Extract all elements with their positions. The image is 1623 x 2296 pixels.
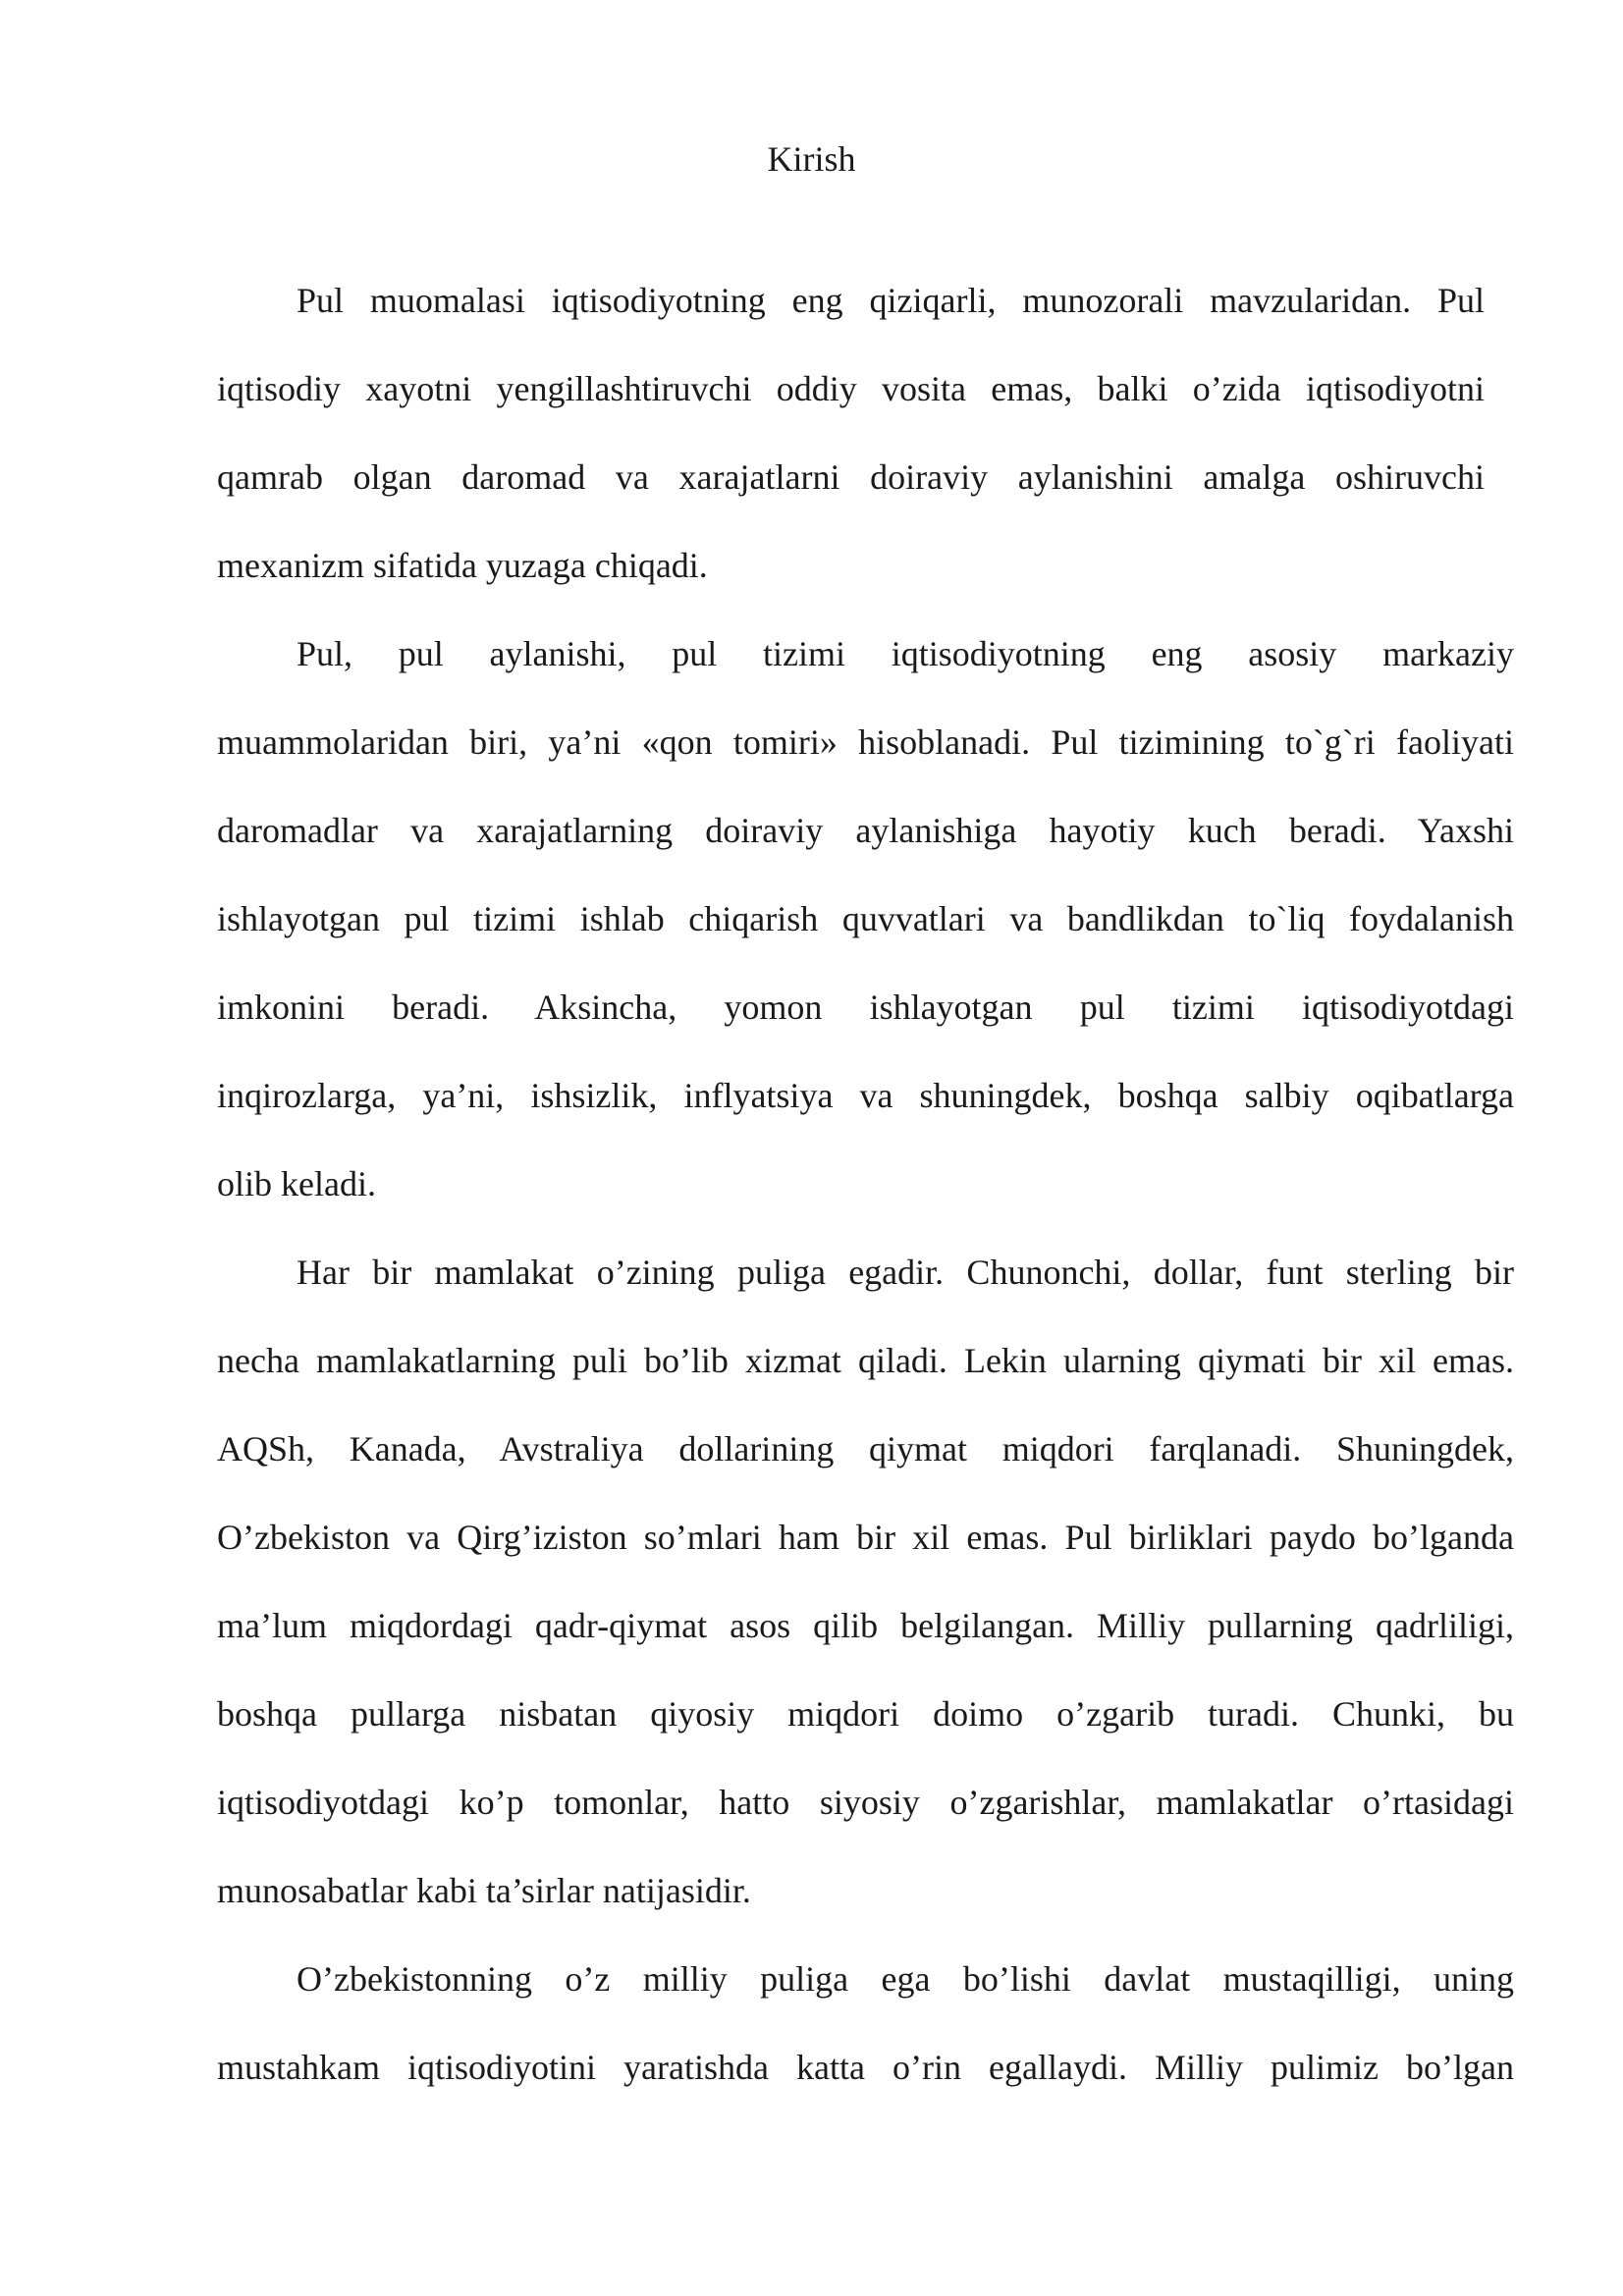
text-line: necha mamlakatlarning puli bo’lib xizmat qiladi. Lekin ularning qiymati bir xil emas. — [217, 1341, 1514, 1380]
text-line: olib keladi. — [217, 1164, 376, 1203]
text-line: qamrab olgan daromad va xarajatlarni doiraviy aylanishini amalga oshiruvchi — [217, 457, 1485, 497]
text-line: inqirozlarga, ya’ni, ishsizlik, inflyatsiya va shuningdek, boshqa salbiy oqibatlarga — [217, 1076, 1514, 1115]
text-line: Har bir mamlakat o’zining puliga egadir. Chunonchi, dollar, funt sterling bir — [297, 1253, 1514, 1292]
text-line: O’zbekiston va Qirg’iziston so’mlari ham bir xil emas. Pul birliklari paydo bo’lganda — [217, 1518, 1514, 1557]
text-line: Pul muomalasi iqtisodiyotning eng qiziqarli, munozorali mavzularidan. Pul — [297, 281, 1485, 320]
text-line: daromadlar va xarajatlarning doiraviy aylanishiga hayotiy kuch beradi. Yaxshi — [217, 811, 1514, 850]
text-line: Pul, pul aylanishi, pul tizimi iqtisodiyotning eng asosiy markaziy — [297, 634, 1514, 673]
text-line: imkonini beradi. Aksincha, yomon ishlayotgan pul tizimi iqtisodiyotdagi — [217, 988, 1514, 1027]
text-line: mustahkam iqtisodiyotini yaratishda katta o’rin egallaydi. Milliy pulimiz bo’lgan — [217, 2048, 1514, 2087]
text-line: munosabatlar kabi ta’sirlar natijasidir. — [217, 1871, 751, 1910]
text-line: boshqa pullarga nisbatan qiyosiy miqdori doimo o’zgarib turadi. Chunki, bu — [217, 1694, 1514, 1734]
text-line: mexanizm sifatida yuzaga chiqadi. — [217, 546, 708, 585]
text-line: iqtisodiy xayotni yengillashtiruvchi oddiy vosita emas, balki o’zida iqtisodiyotni — [217, 369, 1485, 408]
document-title: Kirish — [767, 139, 856, 179]
text-line: iqtisodiyotdagi ko’p tomonlar, hatto siyosiy o’zgarishlar, mamlakatlar o’rtasidagi — [217, 1783, 1514, 1822]
text-line: muammolaridan biri, ya’ni «qon tomiri» hisoblanadi. Pul tizimining to`g`ri faoliyati — [217, 722, 1514, 762]
text-line: O’zbekistonning o’z milliy puliga ega bo’lishi davlat mustaqilligi, uning — [297, 1959, 1514, 1999]
text-line: AQSh, Kanada, Avstraliya dollarining qiymat miqdori farqlanadi. Shuningdek, — [217, 1429, 1514, 1468]
text-line: ma’lum miqdordagi qadr-qiymat asos qilib belgilangan. Milliy pullarning qadrliligi, — [217, 1606, 1514, 1645]
text-line: ishlayotgan pul tizimi ishlab chiqarish quvvatlari va bandlikdan to`liq foydalanish — [217, 899, 1514, 938]
